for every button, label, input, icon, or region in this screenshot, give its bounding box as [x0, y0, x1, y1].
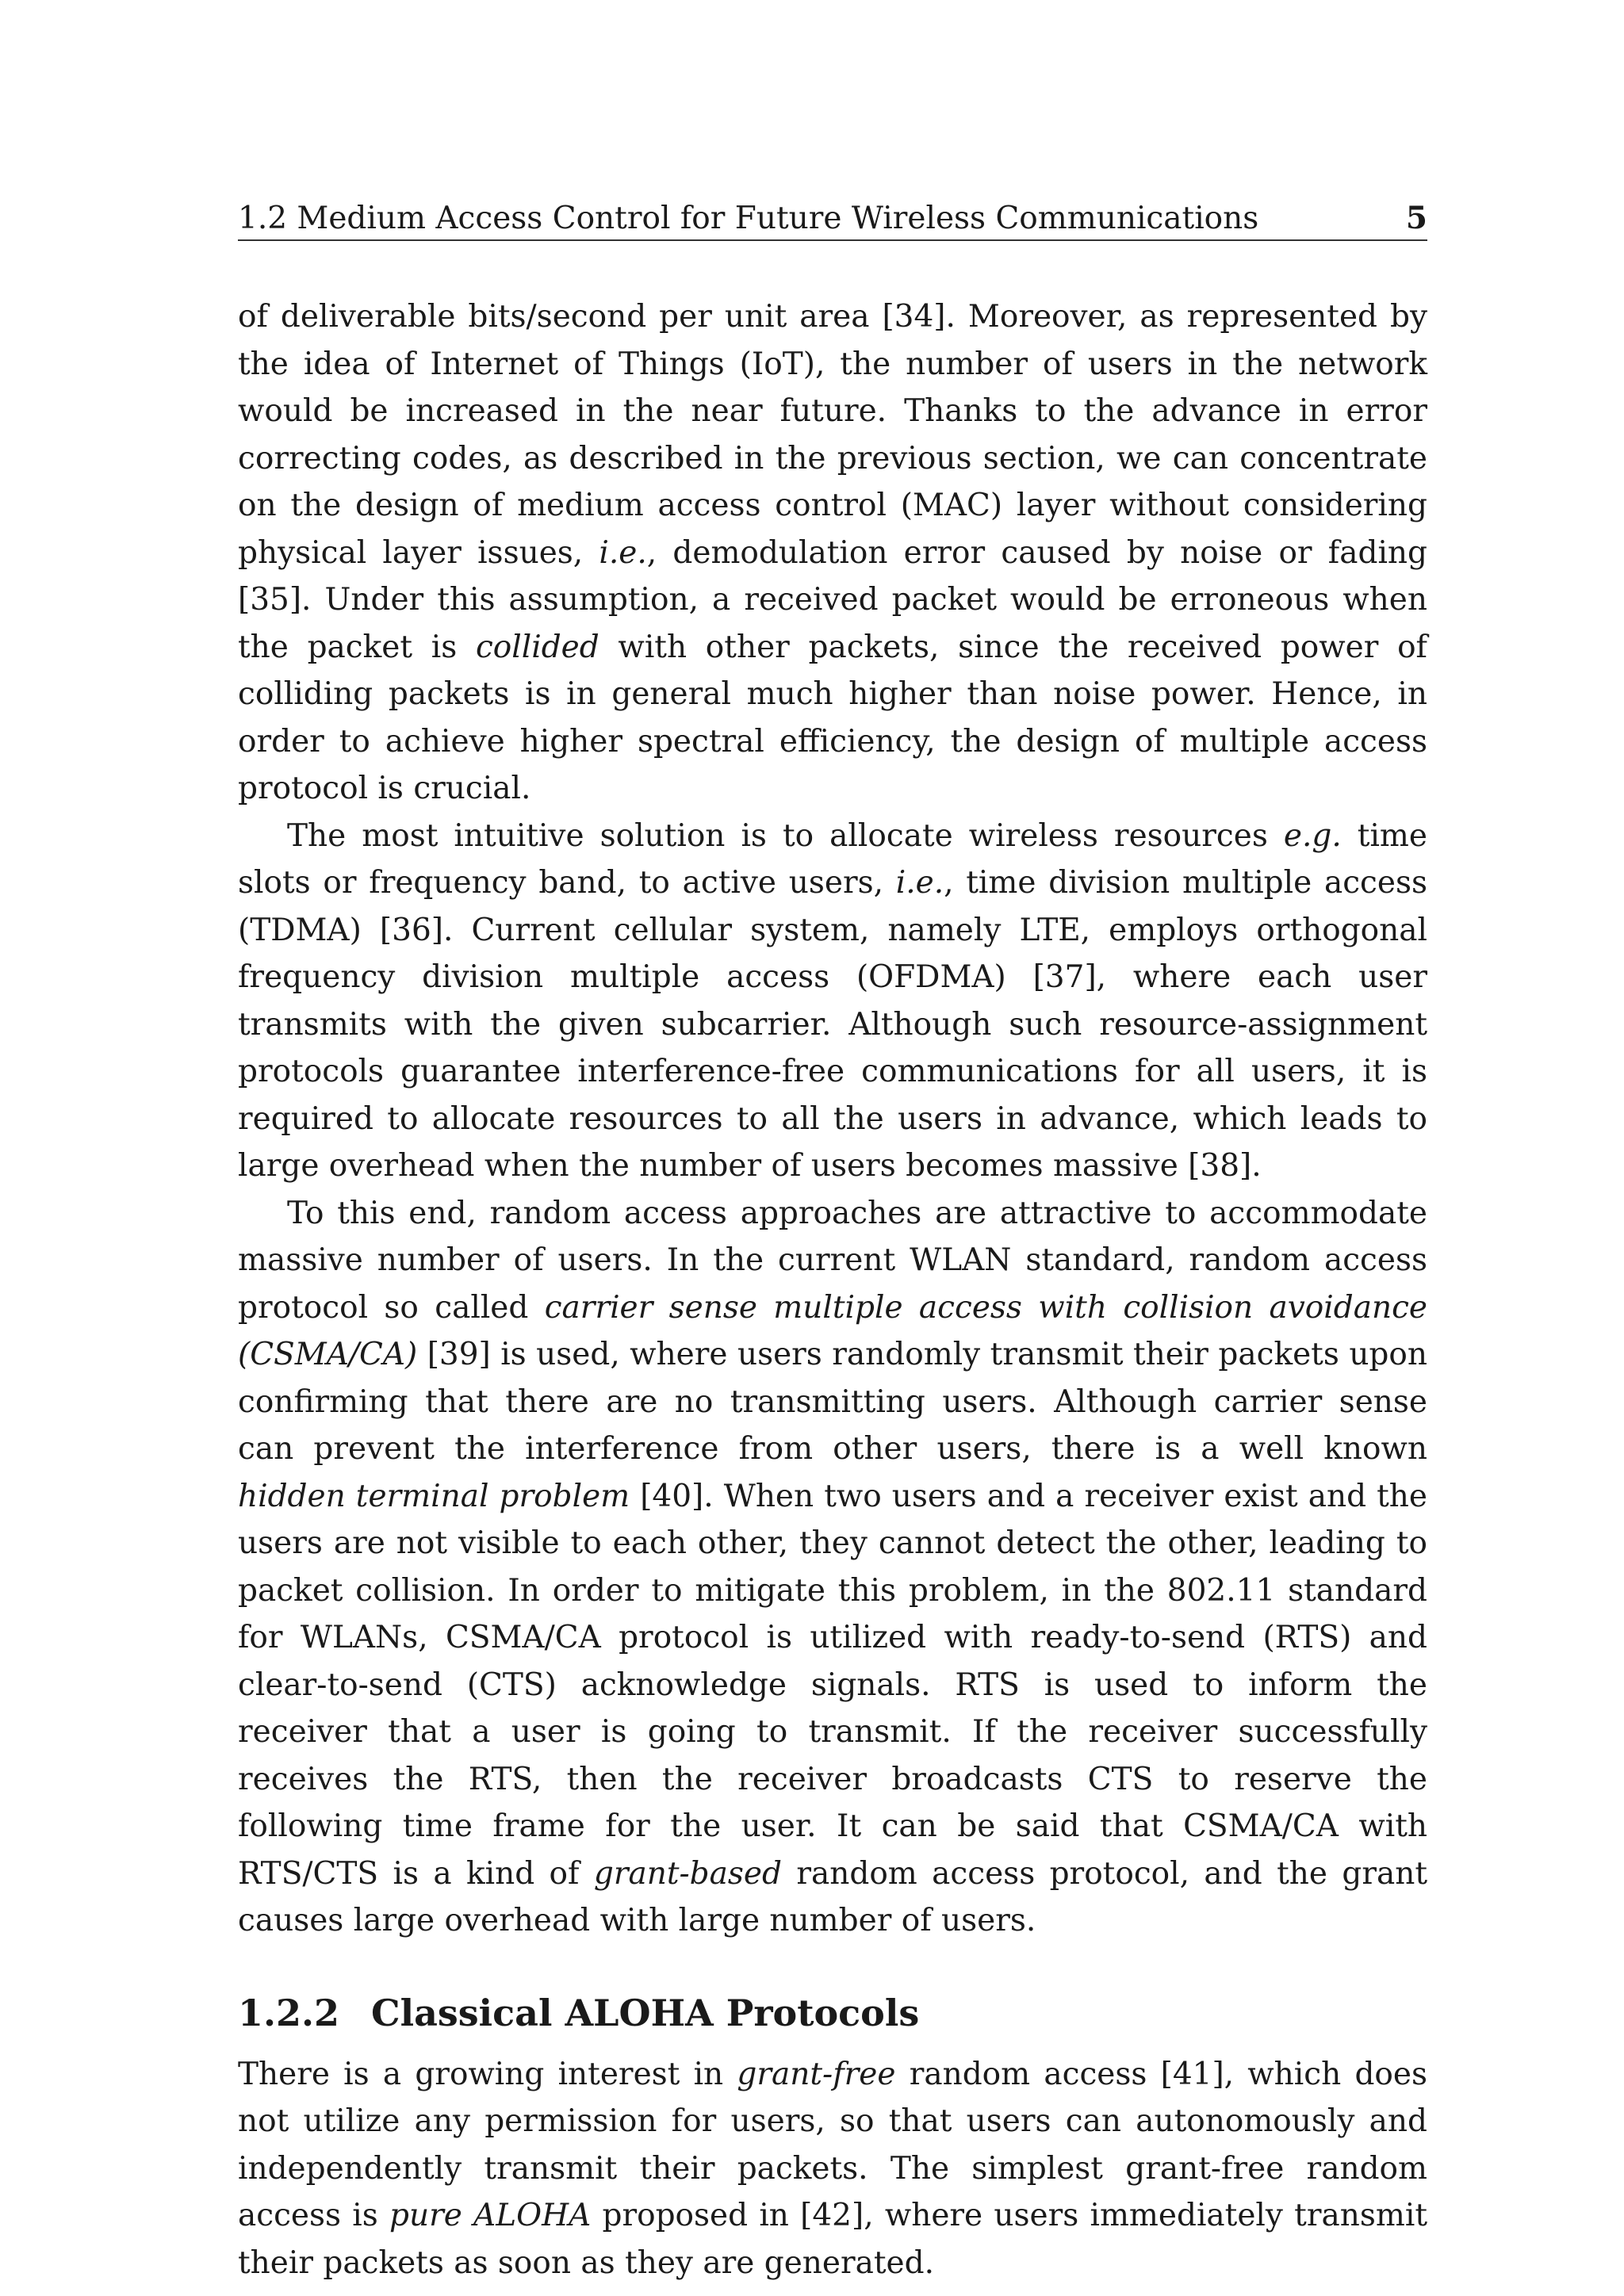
emphasis-text: carrier sense multiple access with collision avoidance (CSMA/CA) — [238, 1289, 1427, 1372]
paragraph-3 — [238, 1190, 1427, 1945]
emphasis-text: hidden terminal problem — [238, 1478, 630, 1514]
running-header-title: 1.2 Medium Access Control for Future Wireless Communications — [238, 201, 1259, 236]
text-run: of deliverable bits/second per unit area [34]. Moreover, as represented by the idea of Internet of Things (IoT), the number of users in the network would be increased in the near future. Thanks to the advance in error correcting codes, as described in the previous section, we can concentrate on the design of medium access control (MAC) layer without considering physical layer issues, — [238, 299, 1427, 571]
emphasis-text: grant-based — [593, 1855, 782, 1892]
document-page — [238, 0, 1427, 2296]
emphasis-text: e.g. — [1283, 817, 1342, 854]
page-number: 5 — [1405, 200, 1427, 236]
emphasis-text: collided — [475, 629, 599, 665]
text-run: [40]. When two users and a receiver exist and the users are not visible to each other, they cannot detect the other, leading to packet collision. In order to mitigate this problem, in the 802.11 standard for WLANs, CSMA/CA protocol is utilized with ready-to-send (RTS) and clear-to-send (CTS) acknowledge signals. RTS is used to inform the receiver that a user is going to transmit. If the receiver successfully receives the RTS, then the receiver broadcasts CTS to reserve the following time frame for the user. It can be said that CSMA/CA with RTS/CTS is a kind of — [238, 1478, 1427, 1892]
emphasis-text: grant-free — [737, 2056, 896, 2092]
text-run: random access protocol, and the grant causes large overhead with large number of users. — [238, 1855, 1428, 1938]
body-text — [238, 293, 1427, 2286]
section-heading — [238, 1989, 1427, 2037]
text-run: time slots or frequency band, to active users, — [238, 817, 1427, 901]
running-header — [238, 197, 1427, 241]
text-run: proposed in [42], where users immediately transmit their packets as soon as they are generated. — [238, 2198, 1427, 2281]
text-run: To this end, random access approaches are attractive to accommodate massive number of users. In the current WLAN standard, random access protocol so called — [238, 1195, 1427, 1326]
text-run: , time division multiple access (TDMA) [36]. Current cellular system, namely LTE, employs orthogonal frequency division multiple access (OFDMA) [37], where each user transmits with the given subcarrier. Although such resource-assignment protocols guarantee interference-free communications for all users, it is required to allocate resources to all the users in advance, which leads to large overhead when the number of users becomes massive [38]. — [238, 865, 1427, 1184]
text-run: random access [41], which does not utilize any permission for users, so that users can autonomously and independently transmit their packets. The simplest grant-free random access is — [238, 2056, 1427, 2233]
text-run: The most intuitive solution is to allocate wireless resources — [287, 817, 1284, 854]
section-number: 1.2.2 — [238, 1991, 340, 2034]
emphasis-text: pure ALOHA — [389, 2198, 592, 2233]
emphasis-text: i.e. — [599, 534, 647, 571]
section-paragraph — [238, 2051, 1427, 2287]
text-run: , demodulation error caused by noise or fading [35]. Under this assumption, a received packet would be erroneous when the packet is — [238, 534, 1427, 665]
paragraph-1 — [238, 293, 1427, 813]
emphasis-text: i.e. — [895, 865, 944, 901]
text-run: with other packets, since the received power of colliding packets is in general much higher than noise power. Hence, in order to achieve higher spectral efficiency, the design of multiple access protocol is crucial. — [238, 629, 1427, 806]
paragraph-2 — [238, 813, 1427, 1190]
text-run: There is a growing interest in — [238, 2056, 737, 2092]
text-run: [39] is used, where users randomly transmit their packets upon confirming that there are no transmitting users. Although carrier sense can prevent the interference from other users, there is a well known — [238, 1337, 1427, 1467]
section-title: Classical ALOHA Protocols — [371, 1991, 920, 2034]
